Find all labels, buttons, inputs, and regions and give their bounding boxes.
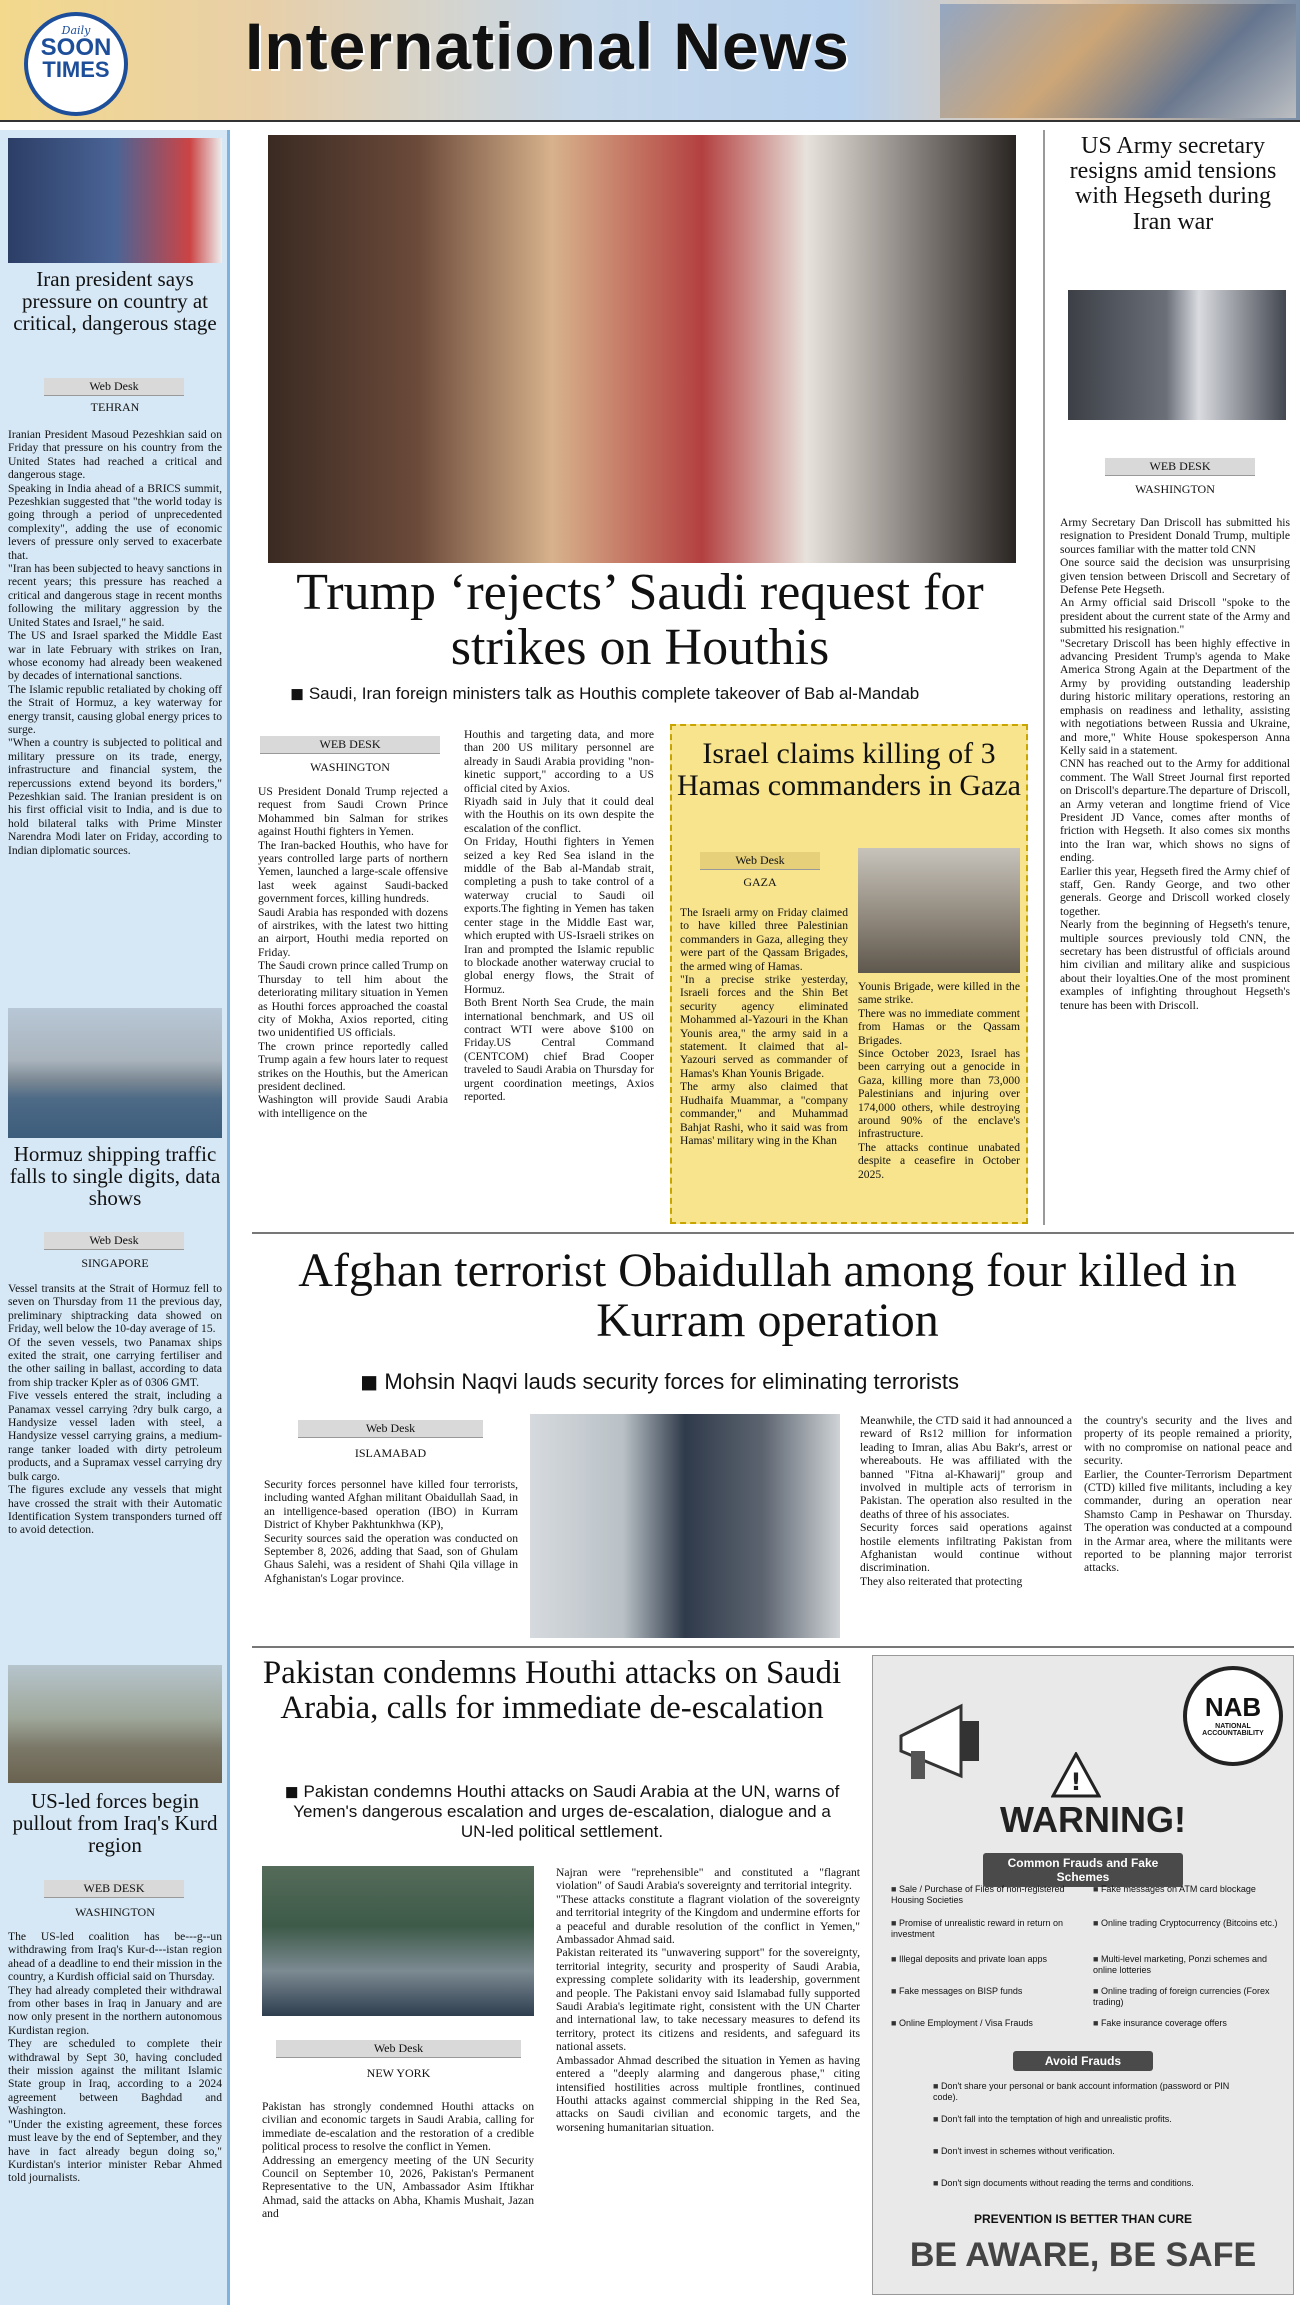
scheme-left-5: ■ Online Employment / Visa Frauds: [891, 2018, 1081, 2029]
hormuz-photo: [8, 1008, 222, 1138]
pezeshkian-photo: [8, 138, 222, 263]
bullet-icon: ◼: [284, 1782, 304, 1801]
pak-sub-text: Pakistan condemns Houthi attacks on Saudi Arabia at the UN, warns of Yemen's dangerous escalation and urges de-escalation, dialogue and a UN-led political settlement.: [293, 1782, 840, 1841]
scheme-right-4: ■ Online trading of foreign currencies (Forex trading): [1093, 1986, 1283, 2008]
afghan-body-col2: Meanwhile, the CTD said it had announced a reward of Rs12 million for information leading to Imran, alias Abu Bakr's, arrest or whereabouts. He was affiliated with the banned "Fitna al-Khawarij" group and involved in multiple acts of terrorism in Pakistan. The operation also resulted in the deaths of three of his associates. Security forces said operations against hostile elements infiltrating Pakistan from Afghanistan would continue without discrimination. They also reiterated that protecting: [860, 1414, 1072, 1588]
scheme-right-3: ■ Multi-level marketing, Ponzi schemes and online lotteries: [1093, 1954, 1283, 1976]
main-subheadline: [290, 684, 1030, 704]
gaza-body-col1: The Israeli army on Friday claimed to have killed three Palestinian commanders in Gaza, alleging they were part of the Qassam Brigades, the armed wing of Hamas. "In a precise strike yesterday, Israeli forces and the Shin Bet security agency eliminated Mohammed al-Yazouri in the Khan Younis area," the army said in a statement. It claimed that al-Yazouri served as commander of Hamas's Khan Younis Brigade. The army also claimed that Hudhaifa Muammar, a "company commander," and Muhammad Bahjat Rashi, who it said was from Hamas' military wing in the Khan: [680, 906, 848, 1147]
pak-desk: Web Desk: [276, 2040, 521, 2058]
leaders-photo-strip: [940, 4, 1296, 118]
caution-icon: [1051, 1752, 1101, 1798]
main-body-col2: Houthis and targeting data, and more than 200 US military personnel are already in Saudi Arabia providing "non-kinetic support," according to a US official cited by Axios. Riyadh said in July that it could deal with the Houthis on its own despite the escalation of the conflict. On Friday, Houthi fighters in Yemen seized a key Red Sea island in the middle of the Bab al-Mandab strait, completing a push to take control of a waterway crucial to Saudi oil exports.The fighting in Yemen has taken center stage in the Middle East war, which erupted with US-Israeli strikes on Iran and prompted the Islamic republic to blockade another waterway crucial to global energy flows, the Strait of Hormuz. Both Brent North Sea Crude, the main international benchmark, and US oil contract WTI were above $100 on Friday.US Central Command (CENTCOM) chief Brad Cooper traveled to Saudi Arabia on Thursday for urgent coordination meetings, Axios reported.: [464, 728, 654, 1103]
nab-advertisement: [872, 1655, 1294, 2295]
afghan-body-col1: Security forces personnel have killed four terrorists, including wanted Afghan militant Obaidullah Saad, in an intelligence-based operation (IBO) in Kurram District of Khyber Pakhtunkhwa (KP), Security sources said the operation was conducted on September 8, 2026, adding that Saad, son of Ghulam Ghaus Salehi, was a resident of Shahi Qila village in Afghanistan's Logar province.: [264, 1478, 518, 1585]
gaza-body-col2: Younis Brigade, were killed in the same strike. There was no immediate comment from Hamas or the Qassam Brigades. Since October 2023, Israel has been carrying out a genocide in Gaza, killing more than 73,000 Palestinians and injuring over 174,000 others, while destroying around 90% of the enclave's infrastructure. The attacks continue unabated despite a ceasefire in October 2025.: [858, 980, 1020, 1181]
avoid-2: ■ Don't fall into the temptation of high and unrealistic profits.: [933, 2114, 1253, 2125]
gaza-desk: Web Desk: [700, 852, 820, 870]
megaphone-icon: [891, 1696, 1001, 1786]
afghan-sub-text: Mohsin Naqvi lauds security forces for eliminating terrorists: [384, 1369, 960, 1394]
gaza-ruins-photo: [858, 848, 1020, 973]
pak-body-col1: Pakistan has strongly condemned Houthi attacks on civilian and economic targets in Saudi Arabia, calling for immediate de-escalation and the restoration of a credible political process to resolve the conflict in Yemen. Addressing an emergency meeting of the UN Security Council on September 10, 2026, Pakistan's Permanent Representative to the UN, Ambassador Asim Iftikhar Ahmad, said the attacks on Abha, Khamis Mushait, Jazan and: [262, 2100, 534, 2221]
ad-warning-title: WARNING!: [1000, 1799, 1186, 1840]
iraq-forces-photo: [8, 1665, 222, 1783]
army-headline: US Army secretary resigns amid tensions with Hegseth during Iran war: [1069, 133, 1277, 235]
army-place: WASHINGTON: [1135, 482, 1215, 496]
left-a1-headline: Iran president says pressure on country at critical, dangerous stage: [13, 267, 217, 336]
pak-headline: Pakistan condemns Houthi attacks on Saudi Arabia, calls for immediate de-escalation: [262, 1655, 842, 1726]
army-desk: WEB DESK: [1105, 458, 1255, 476]
main-body-col1: US President Donald Trump rejected a request from Saudi Crown Prince Mohammed bin Salman for strikes against Houthi fighters in Yemen. The Iran-backed Houthis, who have for years controlled large parts of northern Yemen, launched a large-scale offensive last week against Saudi-backed government forces, killing hundreds. Saudi Arabia has responded with dozens of airstrikes, with the latest two hitting an airport, Houthi media reported on Friday. The Saudi crown prince called Trump on Thursday to tell him about the deteriorating military situation in Yemen as Houthi forces approached the coastal city of Mokha, Axios reported, citing two unidentified US officials. The crown prince reportedly called Trump again a few hours later to request strikes on the Houthis, but the American president declined. Washington will provide Saudi Arabia with intelligence on the: [258, 785, 448, 1120]
left-a2-body: Vessel transits at the Strait of Hormuz fell to seven on Thursday from 11 the previous day, preliminary shiptracking data showed on Friday, well below the 10-day average of 15. Of the seven vessels, two Panamax ships exited the strait, one carrying fertiliser and the other sailing in ballast, according to data from ship tracker Kpler as of 0306 GMT. Five vessels entered the strait, including a Panamax vessel carrying ?dry bulk cargo, a Handysize vessel laden with steel, a Handysize vessel carrying grains, a medium-range tanker loaded with dirty petroleum products, and a Supramax vessel carrying dry bulk cargo. The figures exclude any vessels that might have crossed the strait with their Automatic Identification System transponders turned off to avoid detection.: [8, 1282, 222, 1537]
bullet-icon: ◼: [290, 684, 309, 703]
left-a3-headline: US-led forces begin pullout from Iraq's Kurd region: [12, 1789, 218, 1858]
left-a3-place: WASHINGTON: [75, 1905, 155, 1919]
masthead-title: International News: [245, 9, 850, 83]
schemes-title: Common Frauds and Fake Schemes: [983, 1853, 1183, 1887]
soon-times-logo: Daily SOON TIMES: [24, 12, 128, 116]
left-a1-desk: Web Desk: [44, 378, 184, 396]
right-column-divider: [1043, 130, 1045, 1225]
avoid-title: Avoid Frauds: [1013, 2051, 1153, 2071]
left-a1-body: Iranian President Masoud Pezeshkian said on Friday that pressure on his country from the United States had reached a critical and dangerous stage. Speaking in India ahead of a BRICS summit, Pezeshkian suggested that "the world today is going through a period of unprecedented complexity", adding the use of economic levers of pressure only served to exacerbate that. "Iran has been subjected to heavy sanctions in recent years; this pressure has reached a critical and dangerous stage in recent months following the military aggression by the United States and Israel," he said. The US and Israel sparked the Middle East war in late February with strikes on Iran, whose economy had already been weakened by decades of international sanctions. The Islamic republic retaliated by choking off the Strait of Hormuz, a key waterway for energy transit, causing global energy prices to surge. "When a country is subjected to political and military pressure on its trade, energy, infrastructure and financial system, the repercussions extend beyond its borders," Pezeshkian said. The Iranian president is on his first official visit to India, and is due to hold bilateral talks with Prime Minster Narendra Modi later on Friday, according to Indian diplomatic sources.: [8, 428, 222, 857]
scheme-right-2: ■ Online trading Cryptocurrency (Bitcoins etc.): [1093, 1918, 1283, 1929]
ad-slogan: BE AWARE, BE SAFE: [909, 2236, 1257, 2274]
svg-text:!: !: [1070, 1768, 1082, 1796]
afghan-body-col3: the country's security and the lives and property of its people remained a priority, with no compromise on national peace and security. Earlier, the Counter-Terrorism Department (CTD) killed five militants, including a key commander, during an operation near Shamsto Camp in Peshawar on Thursday. The operation was conducted at a compound in the Armar area, where the militants were reported to be planning major terrorist attacks.: [1084, 1414, 1292, 1575]
main-sub-text: Saudi, Iran foreign ministers talk as Houthis complete takeover of Bab al-Mandab: [308, 684, 920, 703]
left-a3-body: The US-led coalition has be---g--un withdrawing from Iraq's Kur-d---istan region ahead of a deadline to end their mission in the country, a Kurdish official said on Thursday. They had already completed their withdrawal from other bases in Iraq in January and are now only present in the northern autonomous Kurdistan region. They are scheduled to complete their withdrawal by Sept 30, having concluded their mission against the militant Islamic State group in Iraq, according to a 2024 agreement between Baghdad and Washington. "Under the existing agreement, these forces must leave by the end of September, and they have in fact already begun doing so," Kurdistan's interior minister Rebar Ahmed told journalists.: [8, 1930, 222, 2185]
main-headline: Trump ‘rejects’ Saudi request for strikes on Houthis: [296, 564, 984, 676]
pak-place: NEW YORK: [366, 2066, 431, 2080]
un-envoy-photo: [262, 1866, 534, 2016]
scheme-left-4: ■ Fake messages on BISP funds: [891, 1986, 1081, 1997]
afghan-subheadline: [360, 1369, 1220, 1395]
left-a2-place: SINGAPORE: [81, 1256, 149, 1270]
gaza-place: GAZA: [743, 875, 777, 889]
left-a2-headline: Hormuz shipping traffic falls to single digits, data shows: [9, 1142, 221, 1211]
main-desk: WEB DESK: [260, 736, 440, 754]
afghan-desk: Web Desk: [298, 1420, 483, 1438]
main-place: WASHINGTON: [310, 760, 390, 774]
section-divider-1: [252, 1232, 1294, 1234]
section-divider-2: [252, 1646, 1294, 1648]
pak-subheadline: [282, 1782, 842, 1842]
nab-seal: NAB NATIONAL ACCOUNTABILITY: [1183, 1666, 1283, 1766]
driscoll-photo: [1068, 290, 1286, 420]
trump-mbs-photo: [268, 135, 1016, 563]
scheme-left-3: ■ Illegal deposits and private loan apps: [891, 1954, 1081, 1965]
avoid-3: ■ Don't invest in schemes without verification.: [933, 2146, 1253, 2157]
scheme-left-2: ■ Promise of unrealistic reward in return on investment: [891, 1918, 1081, 1940]
pak-body-col2: Najran were "reprehensible" and constituted a "flagrant violation" of Saudi Arabia's sovereignty and territorial integrity. "These attacks constitute a flagrant violation of the sovereignty and territorial integrity of the Kingdom and undermine efforts for a peaceful and durable resolution of the conflict in Yemen," Ambassador Ahmad said. Pakistan reiterated its "unwavering support" for the sovereignty, territorial integrity, security and prosperity of Saudi Arabia, expressing complete solidarity with its leadership, government and people. The Pakistani envoy said Islamabad fully supported Saudi Arabia's legitimate right, consistent with the UN Charter and international law, to take necessary measures to defend its territory, protect its citizens and residents, and safeguard its national assets. Ambassador Ahmad described the situation in Yemen as having entered a "deeply alarming and dangerous phase," citing intensified hostilities across multiple frontlines, continued Houthi attacks against commercial shipping in the Red Sea, attacks on Saudi civilian and economic targets, and the worsening humanitarian situation.: [556, 1866, 860, 2134]
left-a2-desk: Web Desk: [44, 1232, 184, 1250]
left-a1-place: TEHRAN: [90, 400, 140, 414]
scheme-left-1: ■ Sale / Purchase of Files of non-registered Housing Societies: [891, 1884, 1081, 1906]
left-a3-desk: WEB DESK: [44, 1880, 184, 1898]
scheme-right-5: ■ Fake insurance coverage offers: [1093, 2018, 1283, 2029]
gaza-headline: Israel claims killing of 3 Hamas commanders in Gaza: [676, 737, 1022, 802]
militant-photo: [530, 1414, 840, 1638]
afghan-headline: Afghan terrorist Obaidullah among four killed in Kurram operation: [298, 1244, 1237, 1348]
afghan-place: ISLAMABAD: [354, 1446, 427, 1460]
scheme-right-1: ■ Fake messages on ATM card blockage: [1093, 1884, 1283, 1895]
bullet-icon: ◼: [360, 1369, 385, 1394]
masthead: [0, 0, 1300, 122]
army-body: Army Secretary Dan Driscoll has submitted his resignation to President Donald Trump, multiple sources familiar with the matter told CNN One source said the decision was unsurprising given tension between Driscoll and Secretary of Defense Pete Hegseth. An Army official said Driscoll "spoke to the president about the current state of the Army and submitted his resignation." "Secretary Driscoll has been highly effective in advancing President Trump's agenda to Make America Strong Again at the Department of the Army by providing outstanding leadership during historic military operations, restoring an emphasis on readiness and lethality, assisting with negotiations between Russia and Ukraine, and more," White House spokesperson Anna Kelly said in a statement. CNN has reached out to the Army for additional comment. The Wall Street Journal first reported on Driscoll's departure.The departure of Driscoll, an Army veteran and longtime friend of Vice President JD Vance, comes after months of friction with Hegseth. It also comes six months into the Iran war, which shows no signs of ending. Earlier this year, Hegseth fired the Army chief of staff, Gen. Randy George, and two other generals. George and Driscoll worked closely together. Nearly from the beginning of Hegseth's tenure, multiple sources previously told CNN, the secretary has been distrustful of officials around him civilian and military alike and suspicious about their loyalties.One of the most prominent examples of infighting throughout Hegseth's tenure has been with Driscoll.: [1060, 516, 1290, 1012]
prevention-line: PREVENTION IS BETTER THAN CURE: [973, 2212, 1192, 2226]
avoid-4: ■ Don't sign documents without reading the terms and conditions.: [933, 2178, 1253, 2189]
avoid-1: ■ Don't share your personal or bank account information (password or PIN code).: [933, 2081, 1253, 2103]
